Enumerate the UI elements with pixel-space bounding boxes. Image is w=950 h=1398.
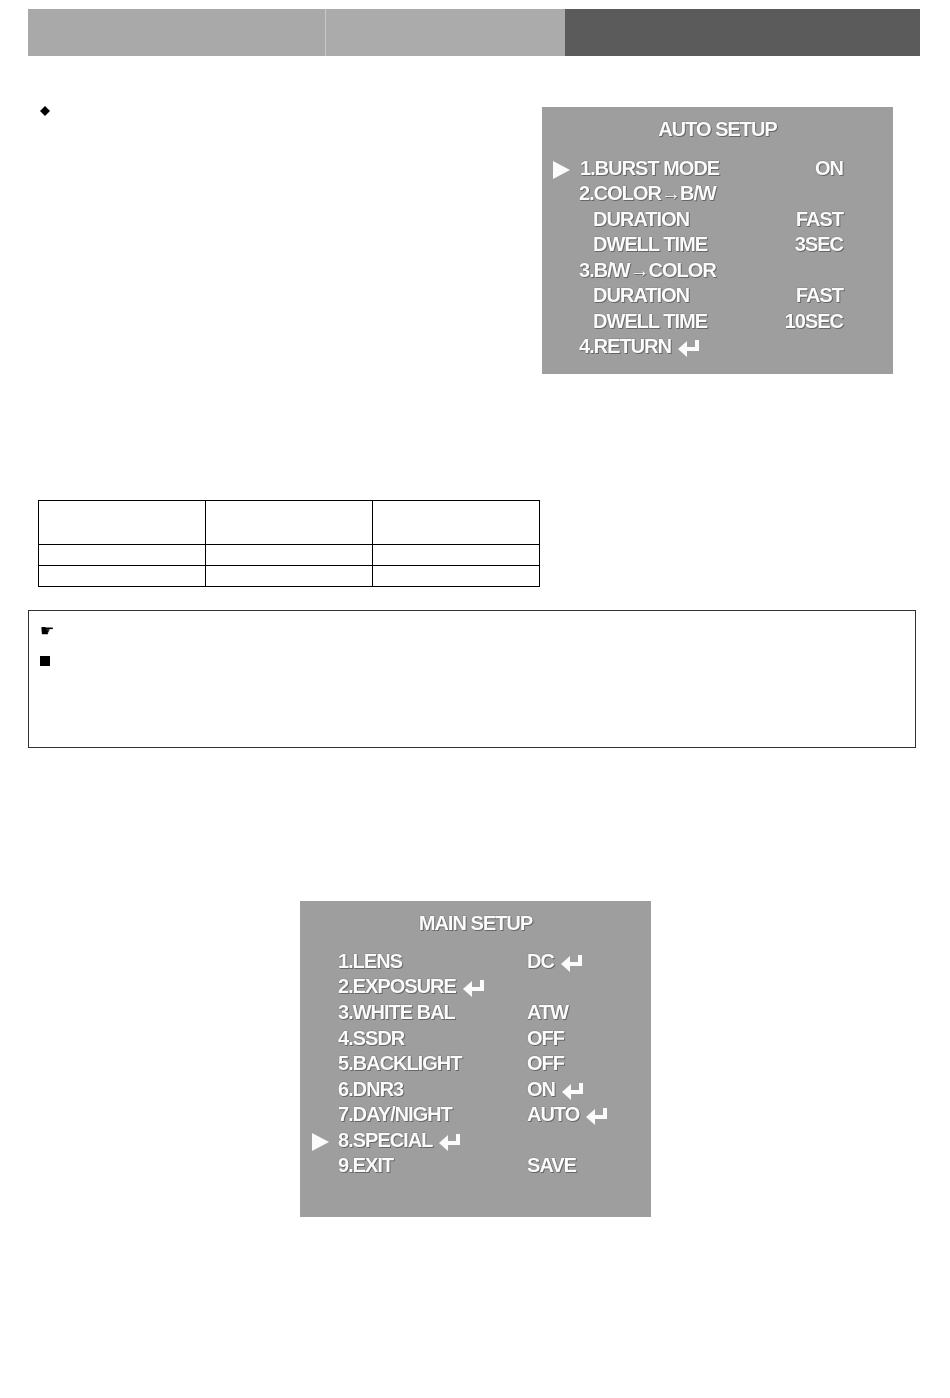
diamond-icon — [40, 106, 50, 116]
main-setup-item-lens: 1.LENS — [338, 951, 403, 973]
table-cell — [373, 545, 540, 566]
return-arrow-icon — [585, 1107, 609, 1125]
main-setup-value-dnr3 — [527, 1079, 585, 1102]
auto-setup-item-duration-2: DURATION — [593, 285, 690, 307]
header-segment-right — [565, 9, 920, 56]
table-cell — [39, 501, 206, 545]
main-setup-item-day-night: 7.DAY/NIGHT — [338, 1104, 452, 1126]
pointing-hand-icon: ☛ — [40, 621, 55, 640]
table-row — [39, 545, 540, 566]
table-cell — [373, 566, 540, 587]
auto-setup-value-duration-1: FAST — [795, 209, 843, 231]
main-setup-item-special — [338, 1130, 462, 1153]
main-setup-value-dnr3-text: ON — [527, 1079, 555, 1101]
main-setup-exposure-label: 2.EXPOSURE — [338, 976, 456, 998]
info-table — [38, 500, 540, 587]
main-setup-value-white-bal: ATW — [527, 1002, 569, 1024]
auto-setup-item-bw-color: 3.B/W→COLOR — [579, 260, 716, 282]
auto-setup-item-dwell-time-2: DWELL TIME — [593, 311, 708, 333]
table-cell — [206, 501, 373, 545]
table-row — [39, 566, 540, 587]
main-setup-value-lens-text: DC — [527, 951, 554, 973]
auto-setup-value-burst-mode: ON — [815, 158, 843, 180]
main-setup-title: MAIN SETUP — [418, 913, 533, 935]
return-arrow-icon — [438, 1133, 462, 1151]
auto-setup-item-color-bw: 2.COLOR→B/W — [579, 183, 716, 205]
return-arrow-icon — [561, 1082, 585, 1100]
main-setup-item-exit: 9.EXIT — [338, 1155, 394, 1177]
return-arrow-icon — [560, 954, 584, 972]
auto-setup-item-dwell-time-1: DWELL TIME — [593, 234, 708, 256]
auto-setup-value-duration-2: FAST — [795, 285, 843, 307]
main-setup-value-day-night — [527, 1104, 609, 1127]
main-setup-item-ssdr: 4.SSDR — [338, 1028, 405, 1050]
main-setup-item-backlight: 5.BACKLIGHT — [338, 1053, 462, 1075]
main-setup-item-white-bal: 3.WHITE BAL — [338, 1002, 455, 1024]
return-arrow-icon — [462, 979, 486, 997]
auto-setup-return-label: 4.RETURN — [579, 336, 672, 358]
main-setup-value-lens — [527, 951, 584, 974]
header-segment-middle — [326, 9, 565, 56]
triangle-cursor-icon — [312, 1133, 329, 1151]
triangle-cursor-icon — [553, 161, 570, 179]
main-setup-value-day-night-text: AUTO — [527, 1104, 580, 1126]
main-setup-item-exposure — [338, 976, 486, 999]
table-cell — [206, 545, 373, 566]
auto-setup-value-dwell-time-1: 3SEC — [794, 234, 843, 256]
auto-setup-item-duration-1: DURATION — [593, 209, 690, 231]
table-cell — [206, 566, 373, 587]
header-segment-left — [28, 9, 326, 56]
table-row — [39, 501, 540, 545]
table-cell — [39, 566, 206, 587]
table-cell — [373, 501, 540, 545]
main-setup-special-label: 8.SPECIAL — [338, 1130, 433, 1152]
return-arrow-icon — [677, 339, 701, 357]
main-setup-value-ssdr: OFF — [527, 1028, 564, 1050]
page-header-bar — [28, 9, 920, 56]
square-bullet-icon — [40, 656, 50, 666]
note-box — [28, 610, 916, 748]
main-setup-value-exit: SAVE — [527, 1155, 576, 1177]
main-setup-osd-menu — [300, 901, 651, 1217]
auto-setup-osd-menu — [542, 107, 893, 374]
auto-setup-value-dwell-time-2: 10SEC — [784, 311, 843, 333]
table-cell — [39, 545, 206, 566]
auto-setup-item-burst-mode: 1.BURST MODE — [580, 158, 720, 180]
auto-setup-item-return — [579, 336, 701, 359]
main-setup-value-backlight: OFF — [527, 1053, 564, 1075]
auto-setup-title: AUTO SETUP — [658, 119, 777, 141]
main-setup-item-dnr3: 6.DNR3 — [338, 1079, 404, 1101]
